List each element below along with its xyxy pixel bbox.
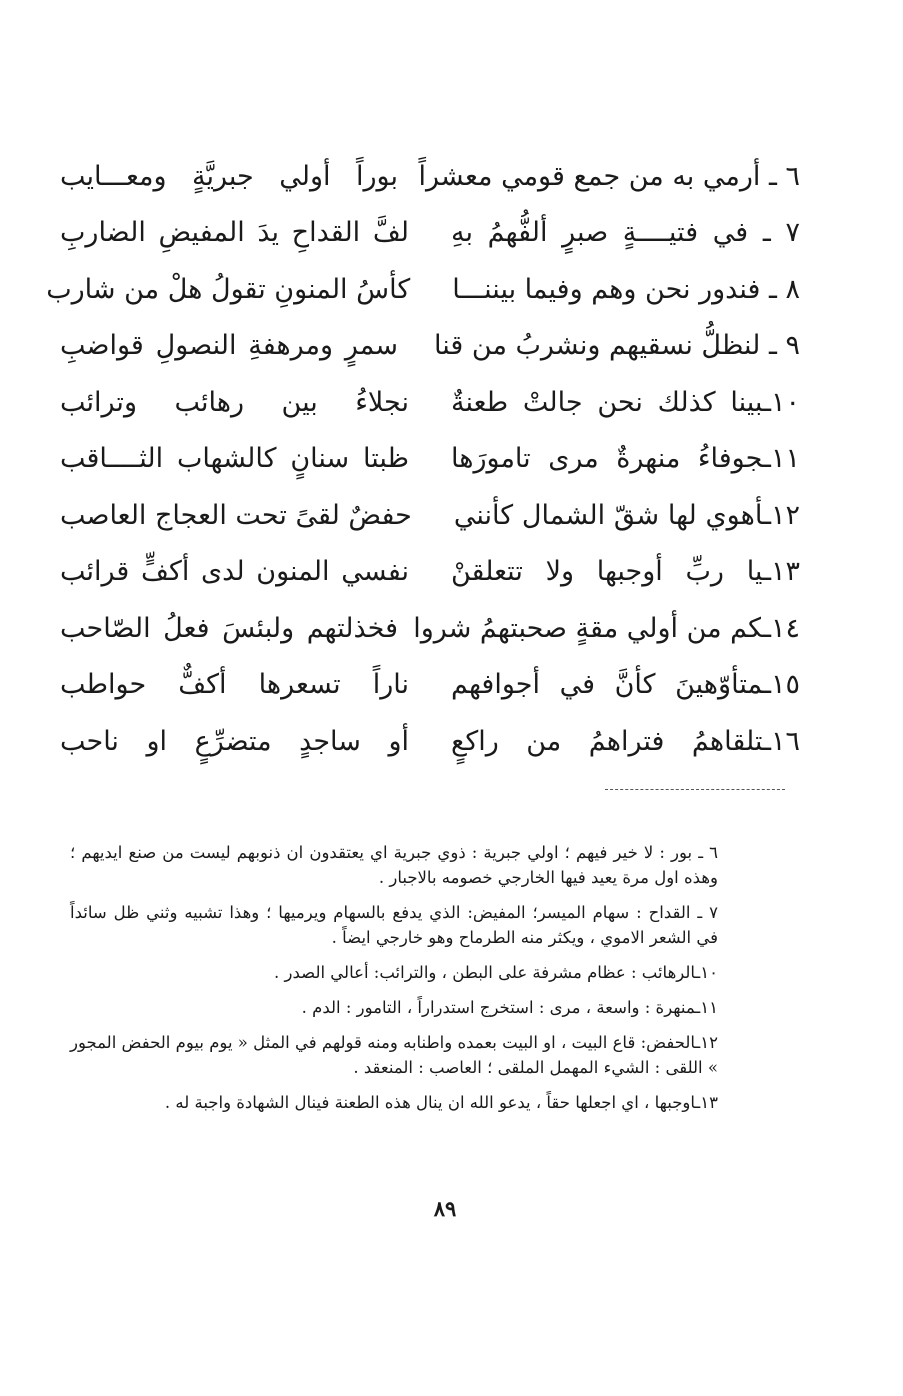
poem xyxy=(46,148,800,770)
first-hemistich: ١١ـجوفاءُ منهرةٌ مرى تامورَها xyxy=(451,443,800,475)
second-hemistich: ظبتا سنانٍ كالشهاب الثــــاقب xyxy=(60,443,409,475)
footnote: ١١ـمنهرة : واسعة ، مرى : استخرج استدراراً ، التامور : الدم . xyxy=(301,998,718,1017)
footnote: ١٣ـاوجبها ، اي اجعلها حقاً ، يدعو الله ان ينال هذه الطعنة فينال الشهادة واجبة له . xyxy=(164,1093,718,1112)
second-hemistich: أو ساجدٍ متضرِّعٍ او ناحب xyxy=(60,725,409,757)
verse xyxy=(60,600,800,657)
second-hemistich: نجلاءُ بين رهائب وترائب xyxy=(60,386,409,418)
first-hemistich: ١٠ـبينا كذلك نحن جالتْ طعنةٌ xyxy=(451,386,800,418)
verse xyxy=(60,318,800,375)
footnote: ٦ ـ بور : لا خير فيهم ؛ اولي جبرية : ذوي جبرية اي يعتقدون ان ذنوبهم ليست من صنع ايديهم ؛ وهذه اول مرة يعيد فيها الخارجي خصومه بالاجبار . xyxy=(70,843,718,887)
verse xyxy=(60,431,800,488)
second-hemistich: لفَّ القداحِ يدَ المفيضِ الضاربِ xyxy=(60,217,409,249)
first-hemistich: ٧ ـ في فتيــــةٍ صبرٍ ألفُّهمُ بهِ xyxy=(451,217,800,249)
verse xyxy=(46,261,800,318)
footnotes xyxy=(70,840,718,1125)
first-hemistich: ١٤ـكم من أولي مقةٍ صحبتهمُ شروا xyxy=(413,612,800,644)
verse xyxy=(60,374,800,431)
second-hemistich: كأسُ المنونِ تقولُ هلْ من شارب xyxy=(46,273,411,305)
footnote-separator xyxy=(605,789,785,790)
verse xyxy=(60,713,800,770)
page-number: ٨٩ xyxy=(433,1196,457,1221)
first-hemistich: ١٥ـمتأوّهينَ كأنَّ في أجوافهم xyxy=(451,669,800,701)
footnote: ٧ ـ القداح : سهام الميسر؛ المفيض: الذي يدفع بالسهام ويرميها ؛ وهذا تشبيه وثني ظل سائداً في الشعر الاموي ، ويكثر منه الطرماح وهو خارجي ايضاً . xyxy=(70,903,718,947)
verse xyxy=(60,205,800,262)
second-hemistich: ناراً تسعرها أكفٌّ حواطب xyxy=(60,669,409,701)
first-hemistich: ٩ ـ لنظلُّ نسقيهم ونشربُ من قنا xyxy=(434,330,800,362)
first-hemistich: ١٣ـيا ربِّ أوجبها ولا تتعلقنْ xyxy=(451,556,800,588)
footnote: ١٠ـالرهائب : عظام مشرفة على البطن ، والترائب: أعالي الصدر . xyxy=(274,963,718,982)
second-hemistich: فخذلتهم ولبئسَ فعلُ الصّاحب xyxy=(60,612,398,644)
first-hemistich: ١٢ـأهوي لها شقّ الشمال كأنني xyxy=(453,499,800,531)
first-hemistich: ٨ ـ فندور نحن وهم وفيما بيننـــا xyxy=(452,273,800,305)
second-hemistich: نفسي المنون لدى أكفٍّ قرائب xyxy=(60,556,409,588)
second-hemistich: بوراً أولي جبريَّةٍ ومعـــايب xyxy=(60,160,398,192)
second-hemistich: حفضٌ لقىً تحت العجاج العاصب xyxy=(60,499,412,531)
verse xyxy=(60,544,800,601)
second-hemistich: سمرٍ ومرهفةِ النصولِ قواضبِ xyxy=(60,330,398,362)
verse xyxy=(60,487,800,544)
first-hemistich: ٦ ـ أرمي به من جمع قومي معشراً xyxy=(418,160,800,192)
verse xyxy=(60,148,800,205)
first-hemistich: ١٦ـتلقاهمُ فتراهمُ من راكعٍ xyxy=(451,725,800,757)
verse xyxy=(60,657,800,714)
footnote: ١٢ـالحفض: قاع البيت ، او البيت بعمده واطنابه ومنه قولهم في المثل « يوم بيوم الحفض المجور » اللقى : الشيء المهمل الملقى ؛ العاصب : المنعقد . xyxy=(70,1033,718,1077)
